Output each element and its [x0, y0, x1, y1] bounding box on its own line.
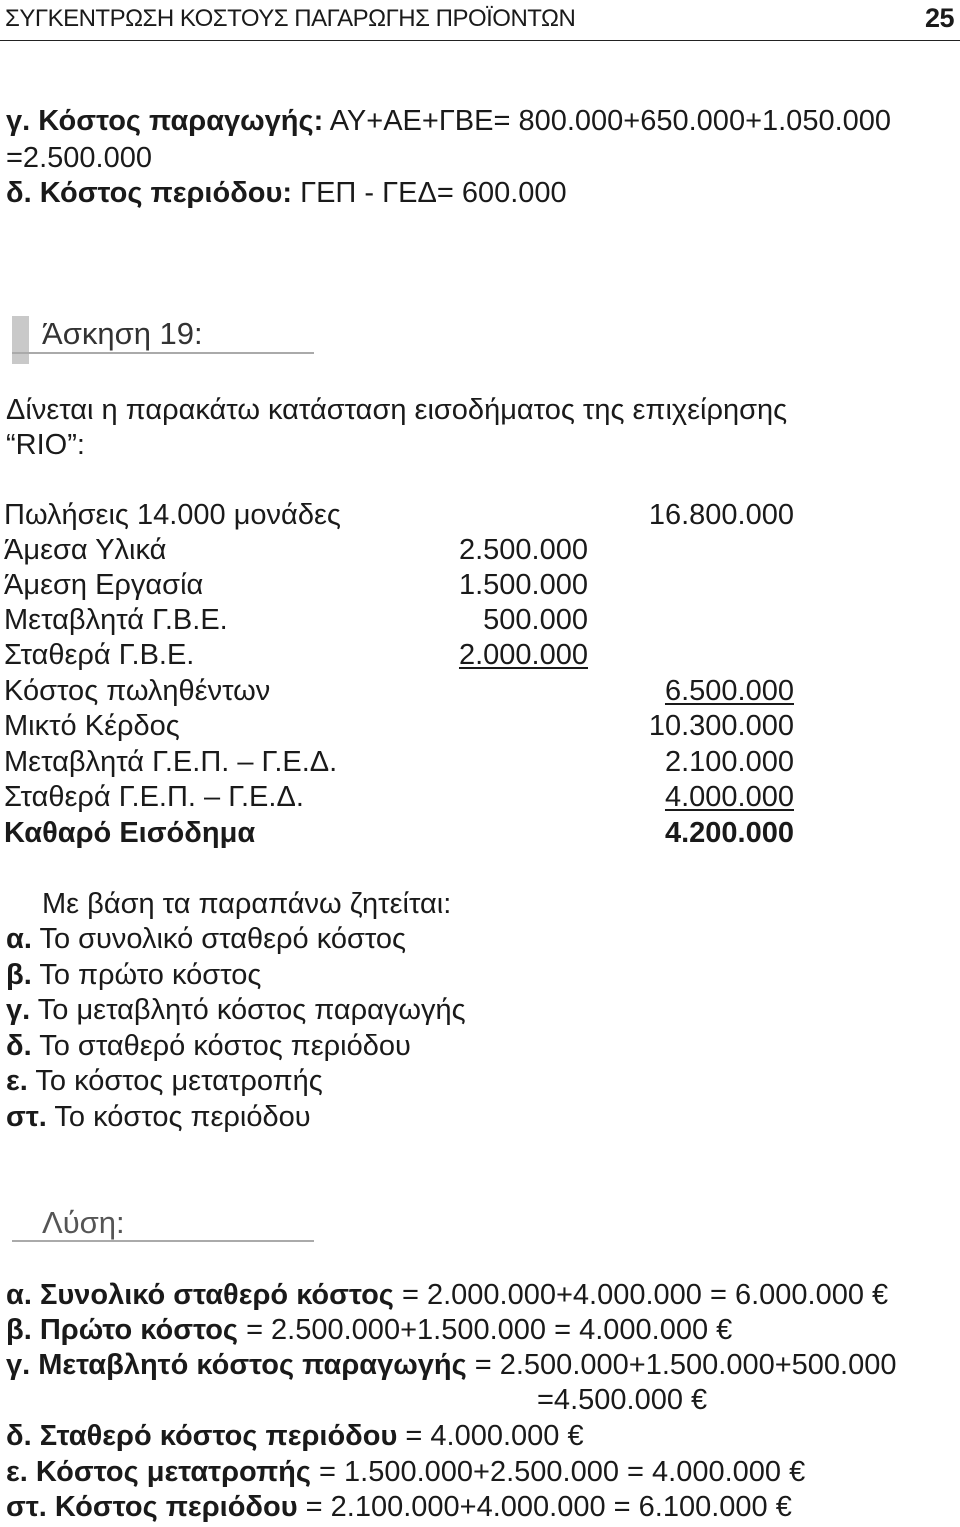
is-label-direct-materials: Άμεσα Υλικά [4, 534, 167, 566]
is-label-cogs: Κόστος πωληθέντων [4, 675, 271, 707]
question-item [6, 1100, 311, 1135]
solution-item [6, 1313, 732, 1348]
question-letter: δ. [6, 1030, 32, 1062]
intro-delta-value: ΓΕΠ - ΓΕΔ= 600.000 [300, 177, 567, 209]
question-item [6, 993, 466, 1028]
question-item [6, 1029, 411, 1064]
solution-letter: γ. [6, 1349, 31, 1381]
solution-letter: β. [6, 1314, 32, 1346]
question-text: Το μεταβλητό κόστος παραγωγής [37, 994, 466, 1026]
exercise-description-line2: “RIO”: [6, 429, 85, 461]
is-label-gross-profit: Μικτό Κέρδος [4, 710, 180, 742]
intro-delta-label: δ. Κόστος περιόδου: [6, 177, 293, 209]
solution-label: Σταθερό κόστος περιόδου [39, 1420, 398, 1452]
question-letter: γ. [6, 994, 31, 1026]
solution-title-rule [12, 1240, 314, 1242]
solution-label: Συνολικό σταθερό κόστος [39, 1279, 394, 1311]
solution-formula: = 2.500.000+1.500.000+500.000 [474, 1349, 897, 1381]
solution-item-continuation: =4.500.000 € [537, 1384, 708, 1416]
question-letter: στ. [6, 1101, 47, 1133]
intro-gamma-value: ΑΥ+ΑΕ+ΓΒΕ= 800.000+650.000+1.050.000 [329, 105, 892, 137]
is-total-variable-sga: 2.100.000 [664, 746, 794, 778]
page-number: 25 [924, 3, 954, 33]
solution-item [6, 1278, 888, 1313]
solution-item [6, 1490, 792, 1525]
solution-letter: στ. [6, 1491, 47, 1523]
is-label-net-income: Καθαρό Εισόδημα [4, 817, 256, 849]
solution-title: Λύση: [42, 1205, 125, 1240]
solution-letter: α. [6, 1279, 32, 1311]
section-marker-bar [12, 316, 29, 364]
is-label-direct-labor: Άμεση Εργασία [4, 569, 204, 601]
solution-label: Κόστος περιόδου [54, 1491, 298, 1523]
is-total-net-income: 4.200.000 [664, 817, 794, 849]
solution-formula: = 4.000.000 € [405, 1420, 584, 1452]
solution-formula: = 1.500.000+2.500.000 = 4.000.000 € [319, 1456, 806, 1488]
question-item [6, 922, 406, 957]
solution-item [6, 1455, 805, 1490]
is-label-fixed-sga: Σταθερά Γ.Ε.Π. – Γ.Ε.Δ. [4, 781, 304, 813]
solution-letter: ε. [6, 1456, 28, 1488]
question-letter: α. [6, 923, 32, 955]
running-header-title: ΣΥΓΚΕΝΤΡΩΣΗ ΚΟΣΤΟΥΣ ΠΑΓΑΡΩΓΗΣ ΠΡΟΪΟΝΤΩΝ [5, 5, 576, 32]
is-label-sales: Πωλήσεις 14.000 μονάδες [4, 499, 341, 531]
solution-label: Πρώτο κόστος [39, 1314, 238, 1346]
header-rule [0, 40, 960, 41]
solution-item [6, 1348, 896, 1383]
is-total-fixed-sga: 4.000.000 [664, 781, 794, 813]
question-letter: ε. [6, 1065, 28, 1097]
intro-gamma-cont: =2.500.000 [6, 142, 152, 174]
intro-gamma [6, 104, 891, 139]
solution-formula: = 2.500.000+1.500.000 = 4.000.000 € [246, 1314, 733, 1346]
questions-intro: Με βάση τα παραπάνω ζητείται: [42, 888, 452, 920]
is-value-direct-labor: 1.500.000 [458, 569, 588, 601]
solution-label: Κόστος μετατροπής [35, 1456, 311, 1488]
is-value-fixed-overhead: 2.000.000 [458, 639, 588, 671]
intro-gamma-label: γ. Κόστος παραγωγής: [6, 105, 324, 137]
question-text: Το πρώτο κόστος [39, 959, 262, 991]
is-label-fixed-overhead: Σταθερά Γ.Β.Ε. [4, 639, 195, 671]
solution-letter: δ. [6, 1420, 32, 1452]
solution-item [6, 1419, 584, 1454]
solution-formula: = 2.100.000+4.000.000 = 6.100.000 € [305, 1491, 792, 1523]
is-total-sales: 16.800.000 [648, 499, 794, 531]
is-value-direct-materials: 2.500.000 [458, 534, 588, 566]
solution-label: Μεταβλητό κόστος παραγωγής [38, 1349, 467, 1381]
question-item [6, 958, 261, 993]
is-value-variable-overhead: 500.000 [483, 604, 588, 636]
solution-formula: = 2.000.000+4.000.000 = 6.000.000 € [401, 1279, 889, 1311]
question-text: Το κόστος περιόδου [54, 1101, 311, 1133]
exercise-title-rule [12, 352, 314, 354]
is-label-variable-sga: Μεταβλητά Γ.Ε.Π. – Γ.Ε.Δ. [4, 746, 338, 778]
question-letter: β. [6, 959, 32, 991]
is-total-gross-profit: 10.300.000 [648, 710, 794, 742]
intro-delta [6, 176, 567, 211]
exercise-description-line1: Δίνεται η παρακάτω κατάσταση εισοδήματος της επιχείρησης [6, 394, 788, 426]
question-text: Το κόστος μετατροπής [35, 1065, 323, 1097]
question-text: Το συνολικό σταθερό κόστος [39, 923, 407, 955]
is-total-cogs: 6.500.000 [664, 675, 794, 707]
question-text: Το σταθερό κόστος περιόδου [39, 1030, 411, 1062]
exercise-title: Άσκηση 19: [42, 316, 203, 351]
question-item [6, 1064, 323, 1099]
is-label-variable-overhead: Μεταβλητά Γ.Β.Ε. [4, 604, 228, 636]
